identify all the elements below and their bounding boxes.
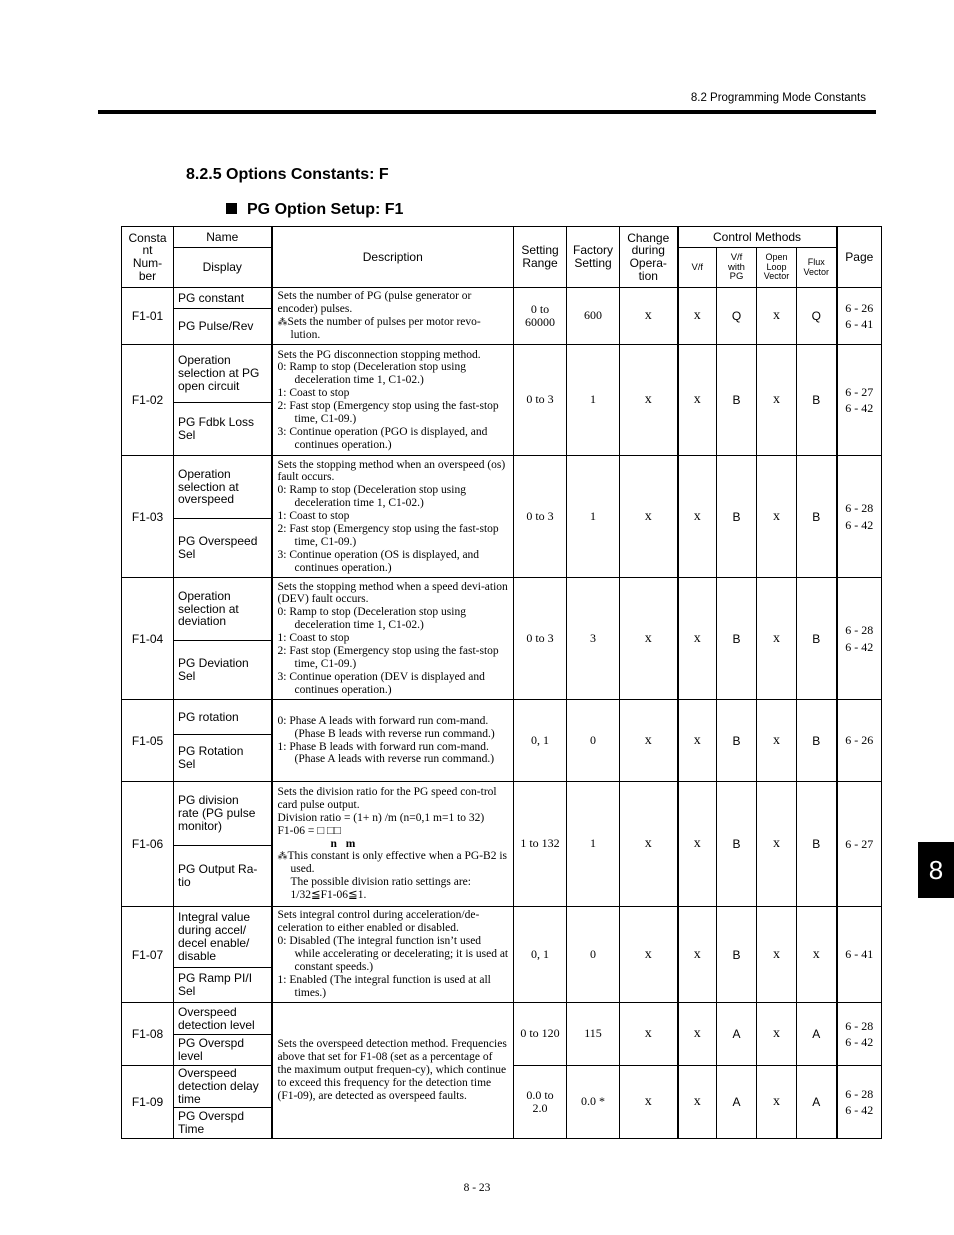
description-item: [278, 974, 510, 1000]
vf-with-pg-f1-07: B: [717, 907, 757, 1003]
name-f1-06: [174, 782, 272, 846]
description-note: [278, 316, 510, 342]
name-f1-02-line: Operation: [178, 353, 231, 368]
description-text: Sets the stopping method when a speed devi-ation (DEV) fault occurs.: [277, 580, 508, 606]
description-item: [278, 632, 510, 645]
change-during-operation-f1-09: x: [620, 1066, 678, 1139]
open-loop-vector-f1-07: x: [757, 907, 797, 1003]
constant-number-f1-08: F1-08: [122, 1003, 174, 1066]
header-name: Name: [174, 227, 272, 248]
description-item-text: Continue operation (PGO is displayed, and continues operation.): [289, 425, 488, 451]
flux-vector-f1-01: Q: [797, 288, 837, 345]
description-f1-04: [272, 578, 514, 700]
vf-f1-01: x: [678, 288, 717, 345]
description-item-number: 3:: [277, 548, 287, 561]
note-mark-icon: ⁂: [277, 851, 288, 863]
setting-range-f1-01-line: 0 to: [530, 301, 550, 316]
change-during-operation-f1-05: x: [620, 700, 678, 782]
vf-with-pg-f1-02: B: [717, 345, 757, 456]
description-item-number: 2:: [277, 644, 287, 657]
factory-setting-f1-07: 0: [567, 907, 620, 1003]
name-f1-02: [174, 345, 272, 403]
description-shared: Sets the overspeed detection method. Frequencies above that set for F1-08 (set as a percentage of the maximum output frequen-cy), which continue to exceed this frequency for the detection time (F1-09), are detected as overspeed faults.: [277, 1038, 507, 1102]
factory-setting-f1-04: 3: [567, 578, 620, 700]
name-f1-07-line: decel enable/: [178, 936, 250, 950]
page-ref-f1-03-line: 6 - 28: [845, 501, 874, 516]
page-ref-f1-02: [837, 345, 882, 456]
description-item-number: 3:: [277, 670, 287, 683]
vf-f1-08: x: [678, 1003, 717, 1066]
table-row: [122, 907, 882, 968]
name-f1-04-line: Operation: [178, 588, 231, 603]
page-ref-f1-04-line: 6 - 28: [845, 623, 874, 638]
flux-vector-f1-05: B: [797, 700, 837, 782]
description-item: [278, 935, 510, 974]
description-item: [278, 606, 510, 632]
page-ref-f1-08-line: 6 - 42: [845, 1035, 874, 1049]
vf-f1-04: x: [678, 578, 717, 700]
name-f1-05: [174, 700, 272, 735]
description-item-text: Coast to stop: [289, 632, 350, 645]
open-loop-vector-f1-02: x: [757, 345, 797, 456]
flux-vector-f1-06: B: [797, 782, 837, 907]
description-item-number: 1:: [277, 387, 287, 400]
constant-number-f1-09: F1-09: [122, 1066, 174, 1139]
flux-vector-f1-07: x: [797, 907, 837, 1003]
factory-setting-f1-09: 0.0 *: [567, 1066, 620, 1139]
display-f1-06-line: tio: [178, 875, 191, 889]
open-loop-vector-f1-05: x: [757, 700, 797, 782]
open-loop-vector-f1-03: x: [757, 456, 797, 578]
header-setting-range-line: Range: [522, 256, 558, 270]
description-item-text: Phase B leads with forward run com-mand. (Phase A leads with reverse run command.): [289, 740, 495, 766]
header-factory-setting-line: Factory: [572, 243, 613, 258]
factory-setting-f1-03: 1: [567, 456, 620, 578]
vf-with-pg-f1-09: A: [717, 1066, 757, 1139]
note-mark-icon: ⁂: [277, 317, 288, 328]
vf-with-pg-f1-05: B: [717, 700, 757, 782]
header-display: Display: [174, 248, 272, 288]
open-loop-vector-f1-01: x: [757, 288, 797, 345]
description-note: [278, 850, 510, 876]
header-flux-vector: [797, 248, 837, 288]
change-during-operation-f1-07: x: [620, 907, 678, 1003]
flux-vector-f1-09: A: [797, 1066, 837, 1139]
header-open-loop-vector-line: Open: [765, 252, 788, 263]
page-ref-f1-03: [837, 456, 882, 578]
flux-vector-f1-08: A: [797, 1003, 837, 1066]
page-ref-f1-07: [837, 907, 882, 1003]
running-header: 8.2 Programming Mode Constants: [690, 92, 866, 104]
header-open-loop-vector: [757, 248, 797, 288]
name-f1-06-line: rate (PG pulse: [178, 806, 256, 821]
table-row: [122, 345, 882, 403]
setting-range-f1-03: [514, 456, 567, 578]
table-row: [122, 578, 882, 641]
header-flux-vector-line: Flux: [807, 257, 825, 268]
description-text: Sets integral control during acceleration/de-celeration to either enabled or disabled.: [277, 909, 480, 935]
name-f1-07-line: disable: [178, 948, 217, 963]
name-f1-07-line: Integral value: [178, 910, 251, 925]
description-text: n m: [330, 837, 359, 850]
header-vf-with-pg-line: V/f: [730, 251, 743, 263]
factory-setting-f1-06: 1: [567, 782, 620, 907]
header-open-loop-vector-line: Vector: [763, 271, 790, 282]
name-f1-04: [174, 578, 272, 641]
header-change-during-operation-line: Change: [627, 230, 670, 245]
page-ref-f1-07-line: 6 - 41: [845, 947, 874, 962]
description-item-number: 3:: [277, 425, 287, 438]
description-text: F1-06 = □ □□: [277, 824, 341, 837]
description-item-text: Fast stop (Emergency stop using the fast-stop time, C1-09.): [289, 522, 499, 548]
setting-range-f1-07: [514, 907, 567, 1003]
description-item-number: 2:: [277, 400, 287, 412]
name-f1-01: [174, 288, 272, 309]
header-setting-range-line: Setting: [521, 243, 559, 258]
description-item-text: Coast to stop: [289, 510, 350, 523]
name-f1-09: [174, 1066, 272, 1108]
header-control-methods: Control Methods: [678, 227, 837, 248]
description-note-text: This constant is only effective when a PG-B2 is used.: [287, 850, 508, 876]
header-factory-setting-line: Setting: [574, 256, 612, 270]
description-item-number: 0:: [277, 361, 287, 374]
description-item-number: 0:: [277, 714, 287, 727]
header-change-during-operation-line: Opera-: [629, 256, 667, 270]
description-text: Sets the number of PG (pulse generator or encoder) pulses.: [277, 290, 472, 316]
description-item: [278, 510, 510, 523]
page-ref-f1-02-line: 6 - 27: [845, 384, 874, 399]
name-f1-03-line: Operation: [178, 466, 231, 481]
page-ref-f1-08-line: 6 - 28: [845, 1018, 874, 1033]
table-row: [122, 782, 882, 846]
description-item: [278, 426, 510, 452]
display-f1-07: [174, 968, 272, 1003]
page-ref-f1-04-line: 6 - 42: [845, 639, 874, 654]
setting-range-f1-02: [514, 345, 567, 456]
vf-f1-09: x: [678, 1066, 717, 1139]
display-f1-06-line: PG Output Ra-: [178, 862, 258, 877]
setting-range-f1-09: [514, 1066, 567, 1139]
vf-with-pg-f1-06: B: [717, 782, 757, 907]
header-vf: V/f: [678, 248, 717, 288]
change-during-operation-f1-08: x: [620, 1003, 678, 1066]
description-item: [278, 400, 510, 426]
display-f1-09-line: PG Overspd: [178, 1109, 245, 1124]
description-item-number: 1:: [277, 973, 287, 986]
name-f1-05-line: PG rotation: [178, 709, 239, 724]
display-f1-02-line: Sel: [178, 428, 196, 442]
page-ref-f1-01-line: 6 - 26: [845, 300, 874, 315]
page-number: 8 - 23: [463, 1182, 491, 1194]
setting-range-f1-07-line: 0, 1: [531, 946, 549, 961]
setting-range-f1-01-line: 60000: [525, 315, 555, 329]
display-f1-03: [174, 519, 272, 578]
name-f1-04-line: deviation: [178, 614, 227, 629]
description-item-text: Ramp to stop (Deceleration stop using deceleration time 1, C1-02.): [289, 361, 466, 387]
vf-with-pg-f1-03: B: [717, 456, 757, 578]
header-constant-number-line: nt: [142, 243, 153, 258]
open-loop-vector-f1-09: x: [757, 1066, 797, 1139]
constant-number-f1-02: F1-02: [122, 345, 174, 456]
constant-number-f1-03: F1-03: [122, 456, 174, 578]
display-f1-06: [174, 846, 272, 907]
display-f1-05-line: Sel: [178, 757, 196, 771]
setting-range-f1-09-line: 2.0: [532, 1101, 548, 1115]
table-body: [122, 288, 882, 1139]
page-ref-f1-02-line: 6 - 42: [845, 401, 874, 415]
name-f1-09-line: time: [178, 1091, 201, 1106]
setting-range-f1-08: [514, 1003, 567, 1066]
change-during-operation-f1-01: x: [620, 288, 678, 345]
description-f1-01: [272, 288, 514, 345]
display-f1-04-line: Sel: [178, 669, 196, 683]
vf-f1-05: x: [678, 700, 717, 782]
header-vf-with-pg-line: PG: [729, 271, 744, 283]
description-item-number: 2:: [277, 522, 287, 535]
name-f1-04-line: selection at: [178, 601, 239, 616]
header-factory-setting: [567, 227, 620, 288]
factory-setting-f1-01: 600: [567, 288, 620, 345]
display-f1-07-line: PG Ramp PI/I: [178, 971, 253, 986]
description-item: [278, 361, 510, 387]
header-flux-vector-line: Vector: [803, 266, 830, 277]
display-f1-08-line: level: [178, 1049, 203, 1063]
setting-range-f1-09-line: 0.0 to: [526, 1087, 554, 1102]
vf-f1-07: x: [678, 907, 717, 1003]
flux-vector-f1-04: B: [797, 578, 837, 700]
description-item-text: Continue operation (DEV is displayed and continues operation.): [289, 670, 485, 696]
setting-range-f1-06-line: 1 to 132: [520, 836, 560, 851]
page-ref-f1-05-line: 6 - 26: [845, 733, 874, 748]
description-f1-03: [272, 456, 514, 578]
description-f1-08: [272, 1003, 514, 1139]
display-f1-09-line: Time: [178, 1122, 205, 1136]
description-item-text: Phase A leads with forward run com-mand. (Phase B leads with reverse run command.): [289, 714, 495, 740]
vf-f1-03: x: [678, 456, 717, 578]
display-f1-08-line: PG Overspd: [178, 1036, 245, 1051]
description-item-number: 1:: [277, 510, 287, 523]
constant-number-f1-05: F1-05: [122, 700, 174, 782]
description-item: [278, 715, 510, 741]
description-item-number: 1:: [277, 632, 287, 645]
constant-number-f1-07: F1-07: [122, 907, 174, 1003]
description-item-text: Ramp to stop (Deceleration stop using deceleration time 1, C1-02.): [289, 606, 466, 632]
open-loop-vector-f1-04: x: [757, 578, 797, 700]
name-f1-06-line: PG division: [178, 793, 239, 808]
setting-range-f1-04: [514, 578, 567, 700]
description-text: The possible division ratio settings are: 1/32≦F1-06≦1.: [290, 876, 471, 902]
section-title: 8.2.5 Options Constants: F: [186, 166, 389, 183]
setting-range-f1-03-line: 0 to 3: [526, 508, 554, 523]
description-f1-07: [272, 907, 514, 1003]
page-ref-f1-05: [837, 700, 882, 782]
constant-number-f1-06: F1-06: [122, 782, 174, 907]
display-f1-02: [174, 403, 272, 456]
vf-with-pg-f1-01: Q: [717, 288, 757, 345]
change-during-operation-f1-04: x: [620, 578, 678, 700]
subsection-title: [226, 201, 403, 219]
description-item: [278, 387, 510, 400]
display-f1-05-line: PG Rotation: [178, 744, 244, 759]
description-item-number: 1:: [277, 740, 287, 753]
description-item-text: Disabled (The integral function isn’t used while accelerating or decelerating; it is used at constant speeds.): [289, 935, 509, 973]
vf-f1-02: x: [678, 345, 717, 456]
description-item-text: Fast stop (Emergency stop using the fast-stop time, C1-09.): [289, 644, 499, 670]
page-ref-f1-04: [837, 578, 882, 700]
name-f1-02-line: open circuit: [178, 378, 240, 393]
change-during-operation-f1-03: x: [620, 456, 678, 578]
display-f1-01: [174, 309, 272, 345]
description-item: [278, 741, 510, 767]
constant-number-f1-01: F1-01: [122, 288, 174, 345]
description-item: [278, 484, 510, 510]
setting-range-f1-02-line: 0 to 3: [526, 392, 554, 407]
name-f1-08: [174, 1003, 272, 1035]
display-f1-04-line: PG Deviation: [178, 656, 249, 671]
description-item: [278, 523, 510, 549]
page-ref-f1-09-line: 6 - 42: [845, 1103, 874, 1117]
setting-range-f1-05: [514, 700, 567, 782]
description-item-number: 0:: [277, 606, 287, 619]
header-constant-number: [122, 227, 174, 288]
name-f1-03-line: selection at: [178, 479, 239, 494]
page-ref-f1-01: [837, 288, 882, 345]
description-item-text: Coast to stop: [289, 387, 350, 400]
page-ref-f1-06-line: 6 - 27: [845, 836, 874, 851]
description-item-text: Ramp to stop (Deceleration stop using deceleration time 1, C1-02.): [289, 484, 466, 510]
description-note-text: Sets the number of pulses per motor revo-lution.: [287, 316, 481, 341]
open-loop-vector-f1-06: x: [757, 782, 797, 907]
description-item-text: Enabled (The integral function is used at all times.): [289, 973, 491, 999]
display-f1-02-line: PG Fdbk Loss: [178, 415, 255, 430]
page-ref-f1-09-line: 6 - 28: [845, 1086, 874, 1101]
table-row: [122, 1003, 882, 1035]
factory-setting-f1-02: 1: [567, 345, 620, 456]
vf-f1-06: x: [678, 782, 717, 907]
page-ref-f1-03-line: 6 - 42: [845, 517, 874, 532]
description-item-number: 0:: [277, 935, 287, 948]
description-text: Division ratio = (1+ n) /m (n=0,1 m=1 to 32): [277, 811, 485, 824]
setting-range-f1-05-line: 0, 1: [531, 732, 549, 747]
name-f1-09-line: detection delay: [178, 1079, 259, 1094]
page-ref-f1-08: [837, 1003, 882, 1066]
header-change-during-operation-line: during: [631, 243, 665, 258]
flux-vector-f1-02: B: [797, 345, 837, 456]
header-description: Description: [272, 227, 514, 288]
description-text: Sets the division ratio for the PG speed con-trol card pulse output.: [277, 786, 497, 811]
page-ref-f1-01-line: 6 - 41: [845, 317, 874, 331]
factory-setting-f1-05: 0: [567, 700, 620, 782]
pg-option-table: [121, 226, 882, 1139]
name-f1-03-line: overspeed: [178, 492, 235, 507]
subsection-title-text: PG Option Setup: F1: [247, 201, 404, 218]
name-f1-02-line: selection at PG: [178, 366, 260, 381]
factory-setting-f1-08: 115: [567, 1003, 620, 1066]
display-f1-04: [174, 641, 272, 700]
page-ref-f1-06: [837, 782, 882, 907]
description-item-text: Fast stop (Emergency stop using the fast-stop time, C1-09.): [289, 400, 499, 425]
setting-range-f1-01: [514, 288, 567, 345]
setting-range-f1-06: [514, 782, 567, 907]
description-item: [278, 549, 510, 575]
header-change-during-operation: [620, 227, 678, 288]
table-row: [122, 288, 882, 309]
display-f1-08: [174, 1035, 272, 1066]
header-change-during-operation-line: tion: [638, 268, 658, 283]
header-constant-number-line: Consta: [128, 230, 167, 245]
display-f1-09: [174, 1108, 272, 1139]
description-item-number: 0:: [277, 484, 287, 497]
description-f1-05: [272, 700, 514, 782]
name-f1-09-line: Overspeed: [178, 1066, 237, 1081]
change-during-operation-f1-02: x: [620, 345, 678, 456]
description-item: [278, 671, 510, 697]
open-loop-vector-f1-08: x: [757, 1003, 797, 1066]
name-f1-06-line: monitor): [178, 818, 223, 833]
header-constant-number-line: ber: [138, 268, 157, 283]
table-row: [122, 456, 882, 519]
display-f1-03-line: PG Overspeed: [178, 534, 258, 549]
header-rule: [98, 110, 876, 114]
description-text: Sets the stopping method when an overspeed (os) fault occurs.: [277, 458, 506, 484]
chapter-tab: 8: [918, 842, 954, 898]
constant-number-f1-04: F1-04: [122, 578, 174, 700]
header-page: Page: [837, 227, 882, 288]
change-during-operation-f1-06: x: [620, 782, 678, 907]
name-f1-08-line: detection level: [178, 1017, 255, 1032]
name-f1-07: [174, 907, 272, 968]
name-f1-03: [174, 456, 272, 519]
square-bullet-icon: [226, 203, 237, 214]
header-constant-number-line: Num-: [132, 256, 163, 270]
setting-range-f1-04-line: 0 to 3: [526, 630, 554, 645]
name-f1-01-line: PG constant: [178, 290, 245, 305]
display-f1-07-line: Sel: [178, 984, 196, 998]
table-row: [122, 700, 882, 735]
header-vf-with-pg-line: with: [728, 261, 745, 273]
display-f1-05: [174, 735, 272, 782]
setting-range-f1-08-line: 0 to 120: [520, 1026, 560, 1041]
description-item: [278, 645, 510, 671]
display-f1-03-line: Sel: [178, 547, 196, 561]
display-f1-01-line: PG Pulse/Rev: [178, 319, 254, 334]
vf-with-pg-f1-04: B: [717, 578, 757, 700]
name-f1-07-line: during accel/: [178, 923, 247, 938]
flux-vector-f1-03: B: [797, 456, 837, 578]
description-f1-06: [272, 782, 514, 907]
header-vf-with-pg: [717, 248, 757, 288]
header-open-loop-vector-line: Loop: [766, 261, 787, 272]
description-item-text: Continue operation (OS is displayed, and continues operation.): [289, 548, 480, 574]
header-setting-range: [514, 227, 567, 288]
page-ref-f1-09: [837, 1066, 882, 1139]
name-f1-08-line: Overspeed: [178, 1004, 237, 1019]
description-f1-02: [272, 345, 514, 456]
vf-with-pg-f1-08: A: [717, 1003, 757, 1066]
description-text: Sets the PG disconnection stopping method.: [277, 348, 481, 361]
